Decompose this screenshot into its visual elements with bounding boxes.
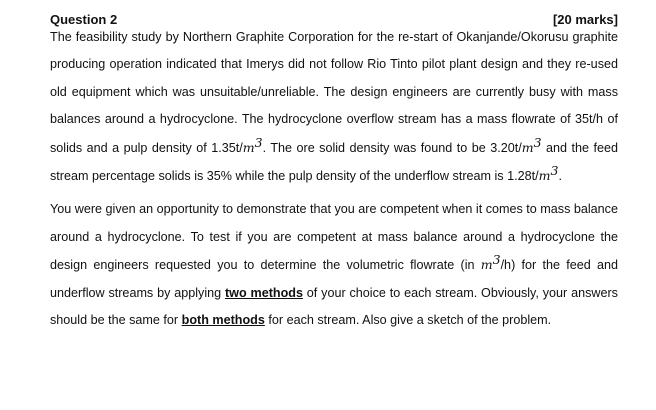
- p1-unit-exp-3: 3: [550, 163, 559, 179]
- p1-text-3: and the feed stream percentage solids is 35% while the pulp density of the underflow stream is 1.28t/: [50, 140, 618, 184]
- p1-text-1: The feasibility study by Northern Graphite Corporation for the re-start of Okanjande/Okorusu graphite producing operation indicated that Imerys did not follow Rio Tinto pilot plant design and they re-used old equipment which was unsuitable/unreliable. The design engineers are currently busy with mass balances around a hydrocyclone. The hydrocyclone overflow stream has a mass flowrate of 35t/h of solids and a pulp density of 1.35t/: [50, 30, 618, 155]
- p2-unit-m: m: [480, 257, 493, 273]
- p2-text-4: for each stream. Also give a sketch of the problem.: [264, 313, 552, 328]
- p2-text-3: of your choice to each stream. Obviously, your answers should be the same for: [50, 285, 618, 328]
- p1-unit-m-1: m: [242, 139, 255, 155]
- p2-unit-exp: 3: [492, 252, 501, 268]
- p1-unit-exp-2: 3: [533, 134, 542, 150]
- p1-unit-exp-1: 3: [254, 134, 263, 150]
- p1-text-4: .: [558, 169, 562, 184]
- emphasis-both-methods: both methods: [181, 313, 265, 328]
- question-marks: [20 marks]: [552, 12, 618, 27]
- p2-text-2: /h) for the feed and underflow streams by applying: [50, 258, 618, 300]
- p2-text-1: You were given an opportunity to demonstrate that you are competent when it comes to mass balance around a hydrocyclone. To test if you are competent at mass balance around a hydrocyclone the design engineers requested you to determine the volumetric flowrate (in: [50, 202, 618, 273]
- p1-text-2: . The ore solid density was found to be 3.20t/: [262, 140, 522, 155]
- task-paragraph: [50, 196, 618, 334]
- question-title: Question 2: [50, 12, 118, 27]
- emphasis-two-methods: two methods: [224, 285, 303, 300]
- p1-unit-m-3: m: [538, 168, 551, 184]
- p1-unit-m-2: m: [521, 139, 534, 155]
- question-document: [50, 10, 618, 334]
- problem-statement-paragraph: [50, 24, 618, 190]
